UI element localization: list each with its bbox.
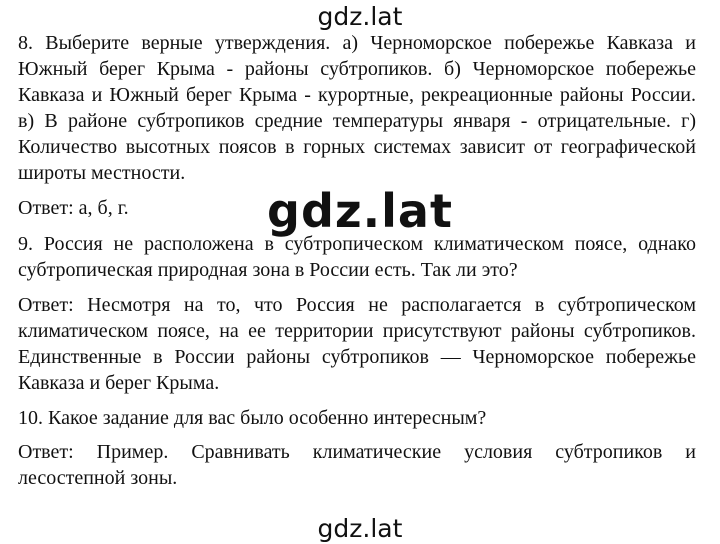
watermark-bottom: gdz.lat: [317, 514, 403, 543]
answer-10: Ответ: Пример. Сравнивать климатические условия субтропиков и лесостепной зоны.: [18, 441, 696, 489]
answer-8: Ответ: а, б, г.: [18, 197, 129, 219]
watermark-middle: gdz.lat: [267, 184, 453, 238]
question-10: 10. Какое задание для вас было особенно интересным?: [18, 407, 487, 429]
question-8: 8. Выберите верные утверждения. а) Черноморское побережье Кавказа и Южный берег Крыма - районы субтропиков. б) Черноморское побережье Кавказа и Южный берег Крыма - курортные, рекреационные районы России. в) В районе субтропиков средние температуры января - отрицательные. г) Количество высотных поясов в горных системах зависит от географической широты местности.: [18, 32, 696, 184]
document-body: [18, 30, 696, 500]
question-9: 9. Россия не расположена в субтропическом климатическом поясе, однако субтропическая природная зона в России есть. Так ли это?: [18, 233, 696, 281]
watermark-top: gdz.lat: [317, 2, 403, 31]
answer-9: Ответ: Несмотря на то, что Россия не располагается в субтропическом климатическом поясе, на ее территории присутствуют районы субтропиков. Единственные в России районы субтропиков — Черноморское побережье Кавказа и берег Крыма.: [18, 294, 696, 394]
